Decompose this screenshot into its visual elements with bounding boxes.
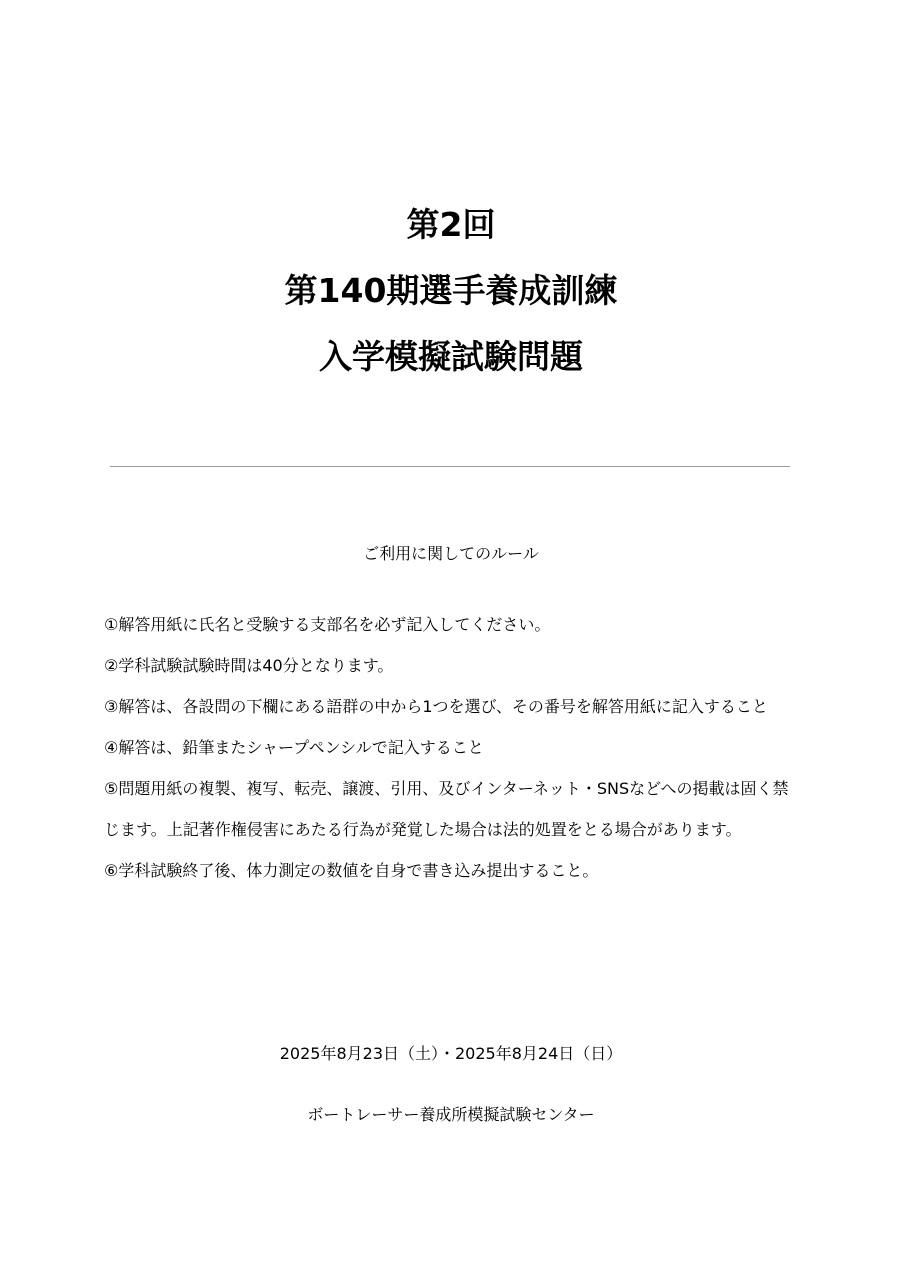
rule-item-1: ①解答用紙に氏名と受験する支部名を必ず記入してください。 xyxy=(104,615,551,634)
rule-item-4: ④解答は、鉛筆またシャープペンシルで記入すること xyxy=(104,738,484,757)
exam-title xyxy=(0,192,902,390)
rules-heading: ご利用に関してのルール xyxy=(363,544,539,563)
organization-name: ボートレーサー養成所模擬試験センター xyxy=(307,1105,595,1124)
title-round: 第2回 xyxy=(406,205,496,244)
title-exam-name: 入学模擬試験問題 xyxy=(319,337,583,376)
title-training-term: 第140期選手養成訓練 xyxy=(284,271,618,310)
rule-item-3: ③解答は、各設問の下欄にある語群の中から1つを選び、その番号を解答用紙に記入すること xyxy=(104,697,768,716)
divider xyxy=(110,466,790,467)
rules-list xyxy=(104,604,796,891)
rule-item-2: ②学科試験試験時間は40分となります。 xyxy=(104,656,394,675)
rule-item-5: ⑤問題用紙の複製、複写、転売、譲渡、引用、及びインターネット・SNSなどへの掲載は固く禁じます。上記著作権侵害にあたる行為が発覚した場合は法的処置をとる場合があります。 xyxy=(104,779,789,839)
exam-dates: 2025年8月23日（土）・2025年8月24日（日） xyxy=(279,1044,623,1063)
rule-item-6: ⑥学科試験終了後、体力測定の数値を自身で書き込み提出すること。 xyxy=(104,861,599,880)
